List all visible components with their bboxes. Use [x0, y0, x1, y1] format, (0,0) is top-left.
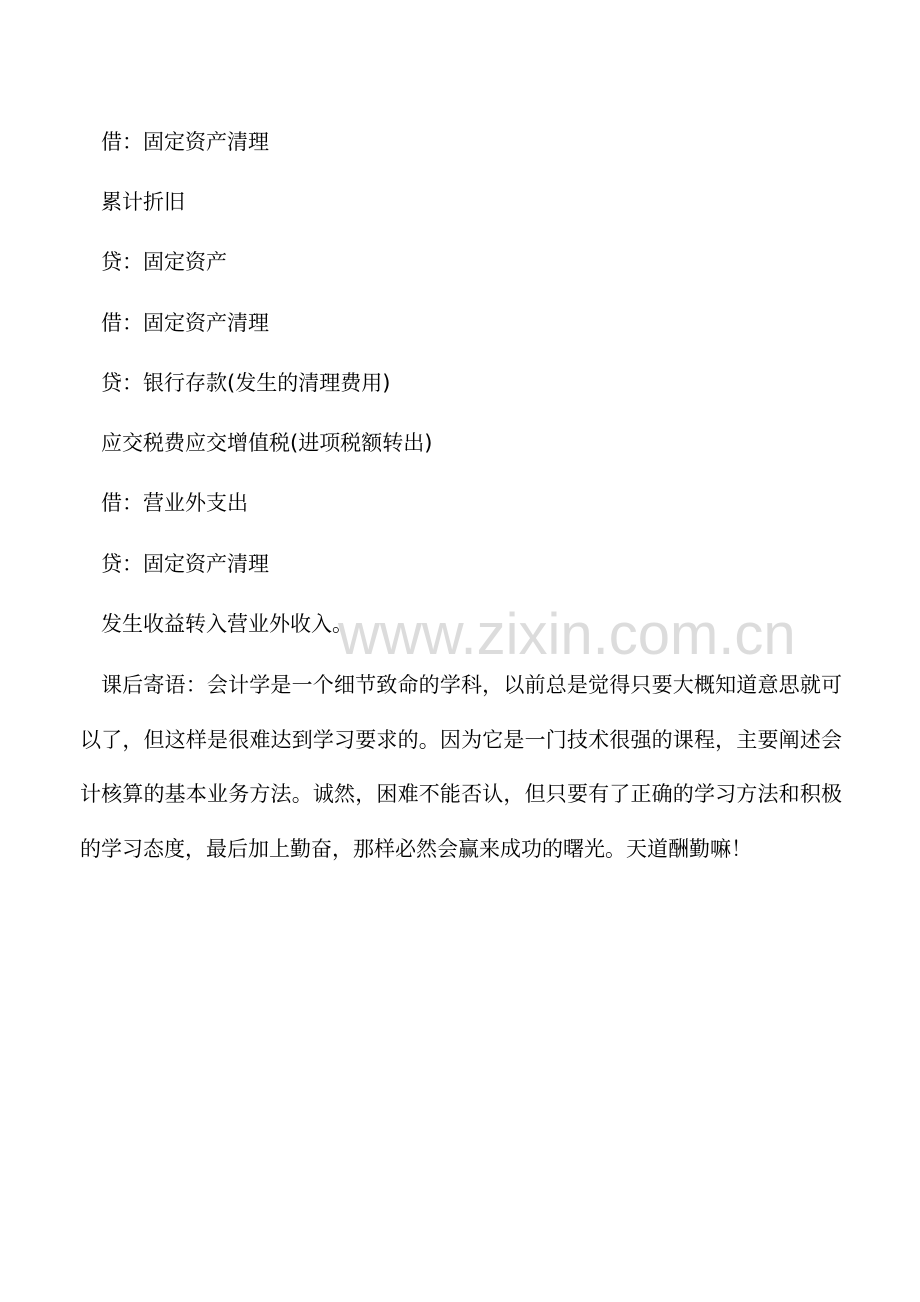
- entry-line-4: 借：固定资产清理: [101, 311, 269, 335]
- entry-line-5: 贷：银行存款(发生的清理费用): [101, 371, 391, 395]
- entry-line-9: 发生收益转入营业外收入。: [101, 612, 353, 636]
- entry-line-7: 借：营业外支出: [101, 491, 248, 515]
- entry-line-1: 借：固定资产清理: [101, 130, 269, 154]
- entry-line-3: 贷：固定资产: [101, 250, 227, 274]
- entry-line-6: 应交税费应交增值税(进项税额转出): [101, 431, 433, 455]
- watermark-text: www.zixin.com.cn: [338, 602, 796, 667]
- entry-line-8: 贷：固定资产清理: [101, 552, 269, 576]
- entry-line-2: 累计折旧: [101, 190, 185, 214]
- closing-paragraph: 课后寄语：会计学是一个细节致命的学科，以前总是觉得只要大概知道意思就可以了，但这样是很难达到学习要求的。因为它是一门技术很强的课程，主要阐述会计核算的基本业务方法。诚然，困难不能否认，但只要有了正确的学习方法和积极的学习态度，最后加上勤奋，那样必然会赢来成功的曙光。天道酬勤嘛！: [80, 673, 842, 861]
